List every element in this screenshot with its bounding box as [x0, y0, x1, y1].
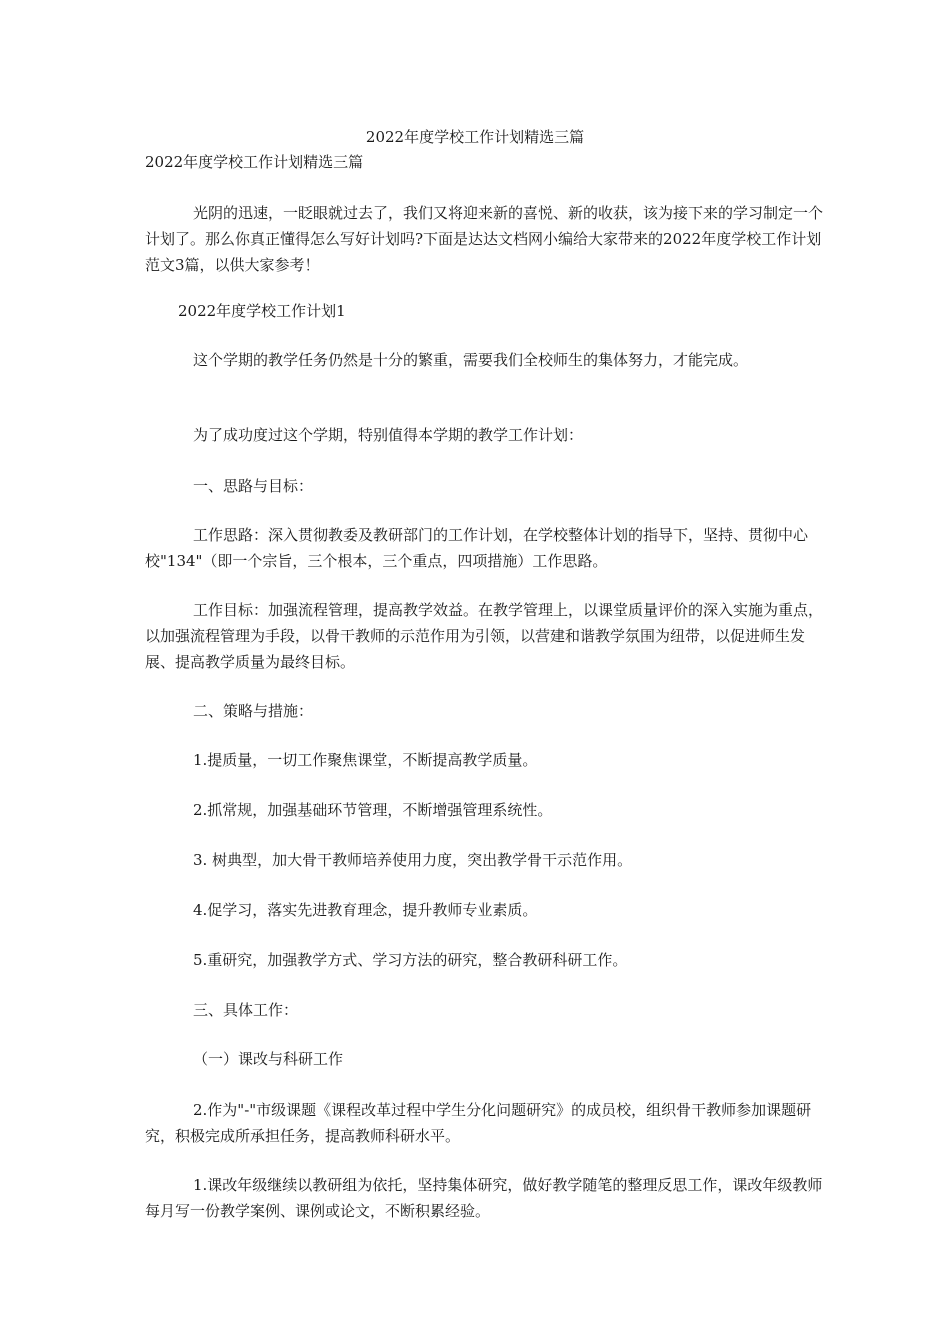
subheading-curriculum-research: （一）课改与科研工作: [193, 1050, 344, 1068]
measure-item-4: 4.促学习，落实先进教育理念，提升教师专业素质。: [193, 901, 538, 919]
work-item-1: 1.课改年级继续以教研组为依托，坚持集体研究，做好教学随笔的整理反思工作，课改年级教师每月写一份教学案例、课例或论文，不断积累经验。: [145, 1176, 823, 1220]
document-title: 2022年度学校工作计划精选三篇: [365, 128, 585, 146]
measure-item-2: 2.抓常规，加强基础环节管理，不断增强管理系统性。: [193, 801, 553, 819]
measure-item-3: 3. 树典型，加大骨干教师培养使用力度，突出教学骨干示范作用。: [193, 851, 633, 869]
heading-thinking-goals: 一、思路与目标：: [193, 477, 314, 495]
paragraph-work-thinking: 工作思路：深入贯彻教委及教研部门的工作计划，在学校整体计划的指导下，坚持、贯彻中心校"134"（即一个宗旨，三个根本，三个重点，四项措施）工作思路。: [145, 526, 809, 570]
paragraph-plan-intro: 为了成功度过这个学期，特别值得本学期的教学工作计划：: [193, 426, 584, 444]
section-heading-plan-1: 2022年度学校工作计划1: [178, 302, 346, 320]
heading-strategies: 二、策略与措施：: [193, 702, 314, 720]
document-subtitle: 2022年度学校工作计划精选三篇: [145, 153, 364, 171]
paragraph-work-goal: 工作目标：加强流程管理，提高教学效益。在教学管理上，以课堂质量评价的深入实施为重点，以加强流程管理为手段，以骨干教师的示范作用为引领，以营建和谐教学氛围为纽带，以促进师生发展、提高教学质量为最终目标。: [145, 601, 824, 671]
heading-specific-work: 三、具体工作：: [193, 1001, 299, 1019]
measure-item-1: 1.提质量，一切工作聚焦课堂，不断提高教学质量。: [193, 751, 538, 769]
work-item-2: 2.作为"-"市级课题《课程改革过程中学生分化问题研究》的成员校，组织骨干教师参加课题研究，积极完成所承担任务，提高教师科研水平。: [145, 1101, 812, 1145]
paragraph-task: 这个学期的教学任务仍然是十分的繁重，需要我们全校师生的集体努力，才能完成。: [193, 351, 749, 369]
intro-paragraph: 光阴的迅速，一眨眼就过去了，我们又将迎来新的喜悦、新的收获，该为接下来的学习制定一个计划了。那么你真正懂得怎么写好计划吗?下面是达达文档网小编给大家带来的2022年度学校工作计划范文3篇，以供大家参考！: [145, 204, 824, 274]
measure-item-5: 5.重研究，加强教学方式、学习方法的研究，整合教研科研工作。: [193, 951, 628, 969]
